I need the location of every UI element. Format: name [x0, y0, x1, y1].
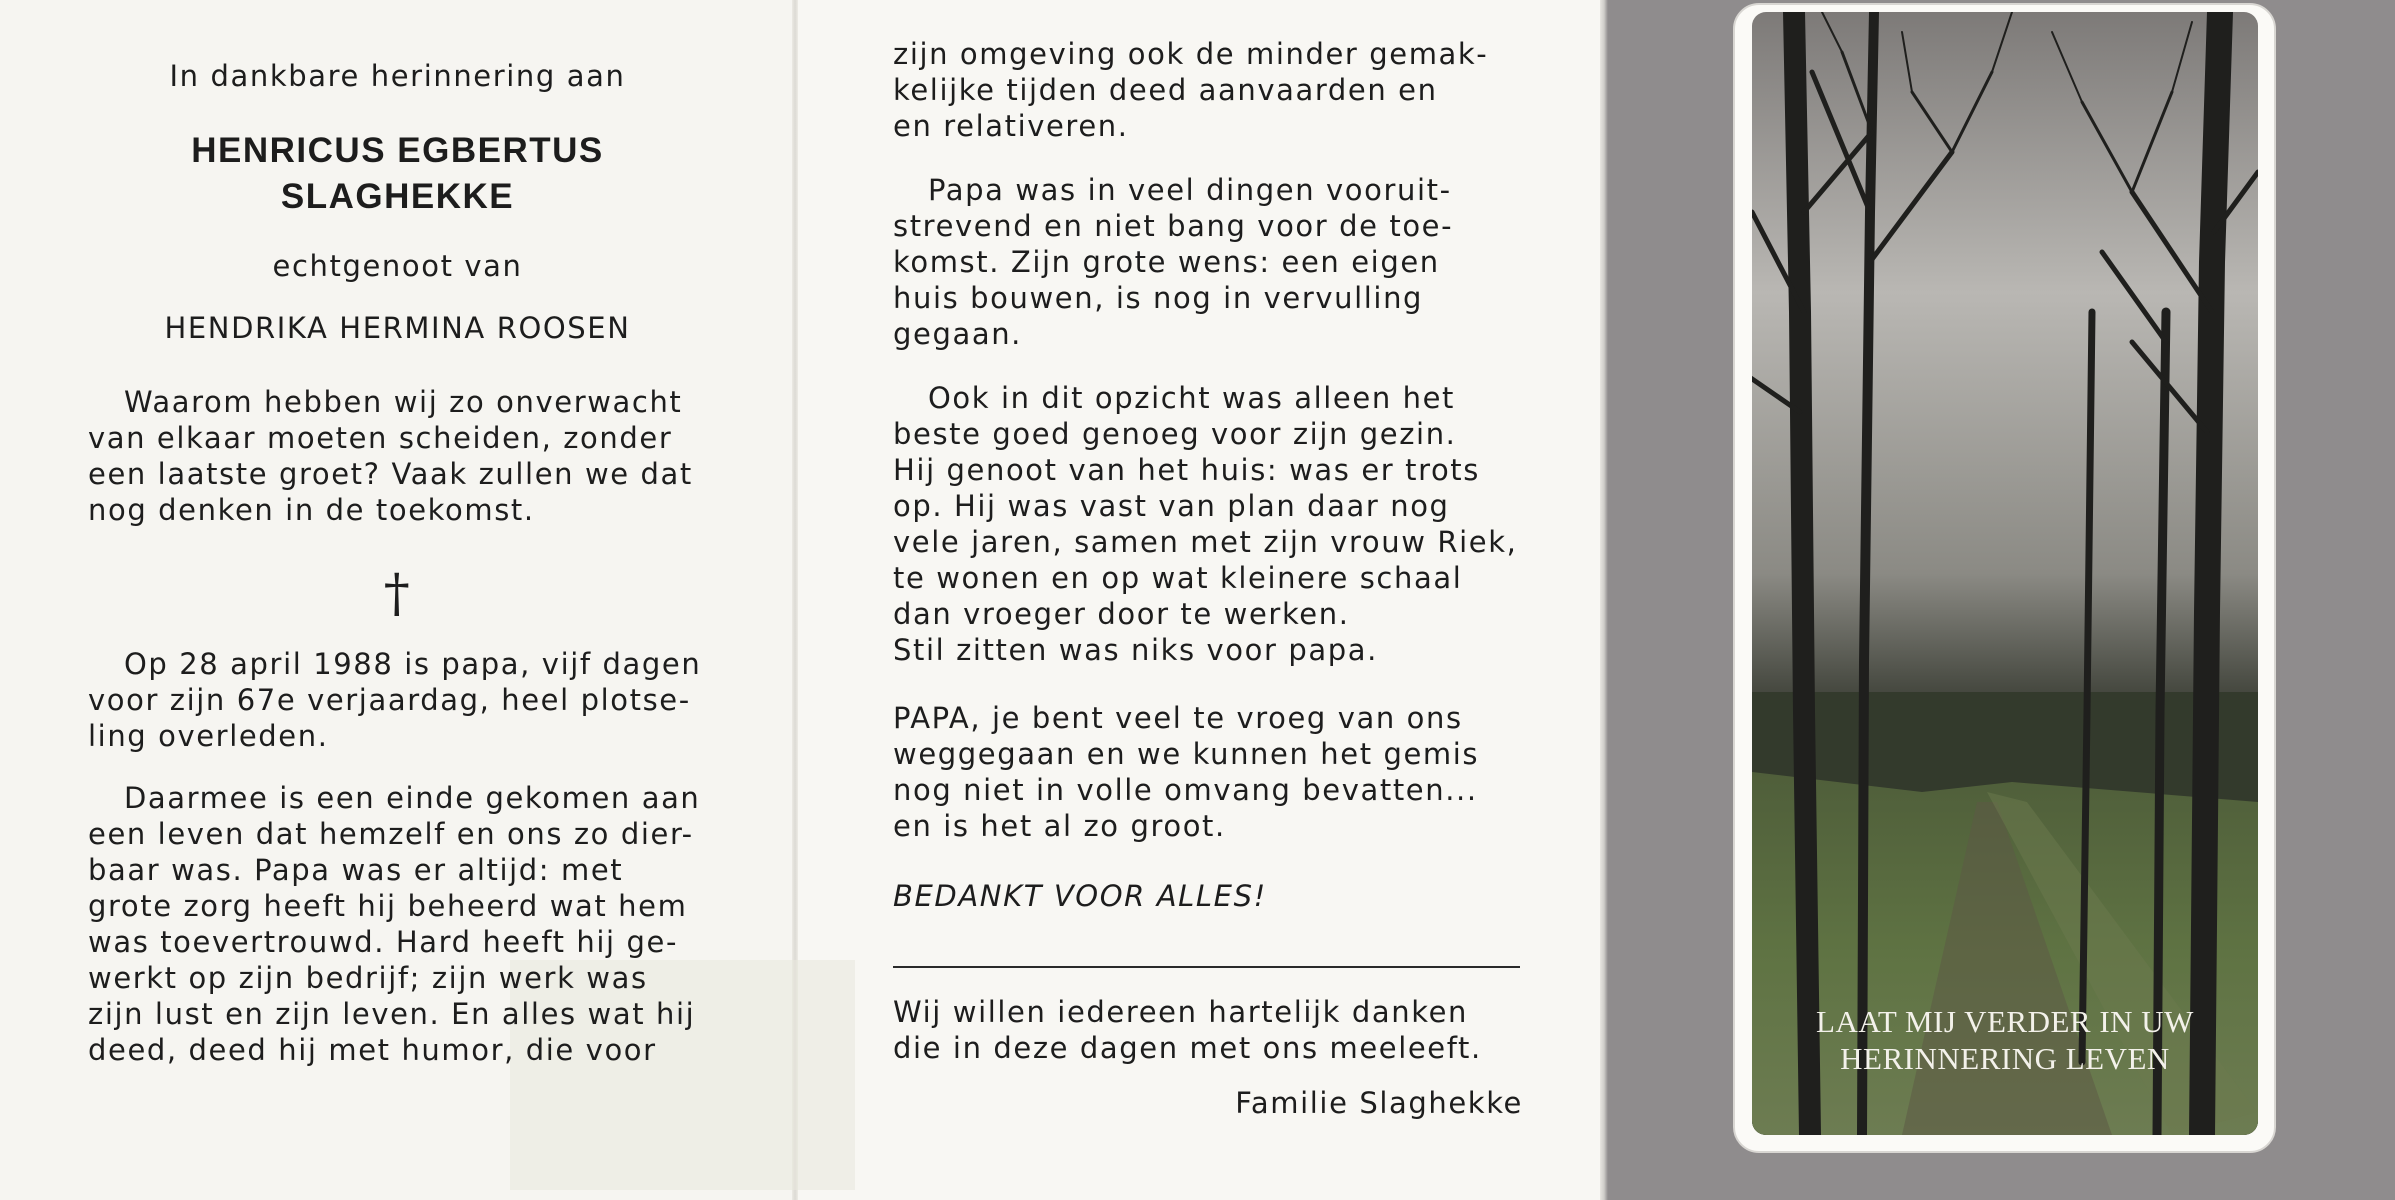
- paragraph-line: een leven dat hemzelf en ons zo dier-: [88, 817, 694, 851]
- paragraph-line: van elkaar moeten scheiden, zonder: [88, 421, 673, 455]
- tree-lane-photo: [1752, 12, 2258, 1135]
- closing-line: BEDANKT VOOR ALLES!: [893, 879, 1267, 913]
- paragraph-line: was toevertrouwd. Hard heeft hij ge-: [88, 925, 679, 959]
- paragraph-line: vele jaren, samen met zijn vrouw Riek,: [893, 525, 1518, 559]
- paragraph-line: Ook in dit opzicht was alleen het: [928, 381, 1456, 415]
- paragraph-line: Waarom hebben wij zo onverwacht: [124, 385, 683, 419]
- relation-line: echtgenoot van: [272, 249, 523, 283]
- paragraph-line: gegaan.: [893, 317, 1022, 351]
- thanks-line: die in deze dagen met ons meeleeft.: [893, 1031, 1482, 1065]
- paragraph-line: PAPA, je bent veel te vroeg van ons: [893, 701, 1463, 735]
- paragraph-line: nog niet in volle omvang bevatten...: [893, 773, 1478, 807]
- paragraph-line: zijn lust en zijn leven. En alles wat hij: [88, 997, 696, 1031]
- paragraph-line: te wonen en op wat kleinere schaal: [893, 561, 1463, 595]
- deceased-name-line-1: HENRICUS EGBERTUS: [191, 131, 604, 170]
- paragraph-line: weggegaan en we kunnen het gemis: [893, 737, 1480, 771]
- paragraph-line: Stil zitten was niks voor papa.: [893, 633, 1378, 667]
- paragraph-line: kelijke tijden deed aanvaarden en: [893, 73, 1438, 107]
- paragraph-line: voor zijn 67e verjaardag, heel plotse-: [88, 683, 691, 717]
- paragraph-line: Op 28 april 1988 is papa, vijf dagen: [124, 647, 702, 681]
- photo-caption-line-2: HERINNERING LEVEN: [1840, 1041, 2170, 1076]
- paragraph-line: een laatste groet? Vaak zullen we dat: [88, 457, 693, 491]
- card-fold-line: [1600, 0, 1608, 1200]
- paragraph-line: strevend en niet bang voor de toe-: [893, 209, 1454, 243]
- paragraph-line: Papa was in veel dingen vooruit-: [928, 173, 1452, 207]
- paragraph-line: komst. Zijn grote wens: een eigen: [893, 245, 1440, 279]
- paragraph-line: op. Hij was vast van plan daar nog: [893, 489, 1450, 523]
- paragraph-line: baar was. Papa was er altijd: met: [88, 853, 624, 887]
- paragraph-line: Hij genoot van het huis: was er trots: [893, 453, 1480, 487]
- thanks-line: Wij willen iedereen hartelijk danken: [893, 995, 1469, 1029]
- paragraph-line: nog denken in de toekomst.: [88, 493, 535, 527]
- paragraph-line: deed, deed hij met humor, die voor: [88, 1033, 657, 1067]
- paragraph-line: Daarmee is een einde gekomen aan: [124, 781, 701, 815]
- spouse-name: HENDRIKA HERMINA ROOSEN: [164, 311, 631, 345]
- paragraph-line: werkt op zijn bedrijf; zijn werk was: [88, 961, 648, 995]
- paragraph-line: en is het al zo groot.: [893, 809, 1226, 843]
- paragraph-line: en relativeren.: [893, 109, 1129, 143]
- divider-line: [893, 966, 1520, 968]
- paragraph-line: ling overleden.: [88, 719, 329, 753]
- intro-line: In dankbare herinnering aan: [169, 59, 626, 93]
- family-signature: Familie Slaghekke: [1235, 1086, 1523, 1120]
- photo-caption-line-1: LAAT MIJ VERDER IN UW: [1816, 1004, 2194, 1039]
- paragraph-line: zijn omgeving ook de minder gemak-: [893, 37, 1489, 71]
- paragraph-line: dan vroeger door te werken.: [893, 597, 1350, 631]
- cross-symbol: †: [383, 564, 412, 624]
- paragraph-line: huis bouwen, is nog in vervulling: [893, 281, 1424, 315]
- deceased-name-line-2: SLAGHEKKE: [280, 177, 515, 216]
- paragraph-line: grote zorg heeft hij beheerd wat hem: [88, 889, 688, 923]
- paragraph-line: beste goed genoeg voor zijn gezin.: [893, 417, 1457, 451]
